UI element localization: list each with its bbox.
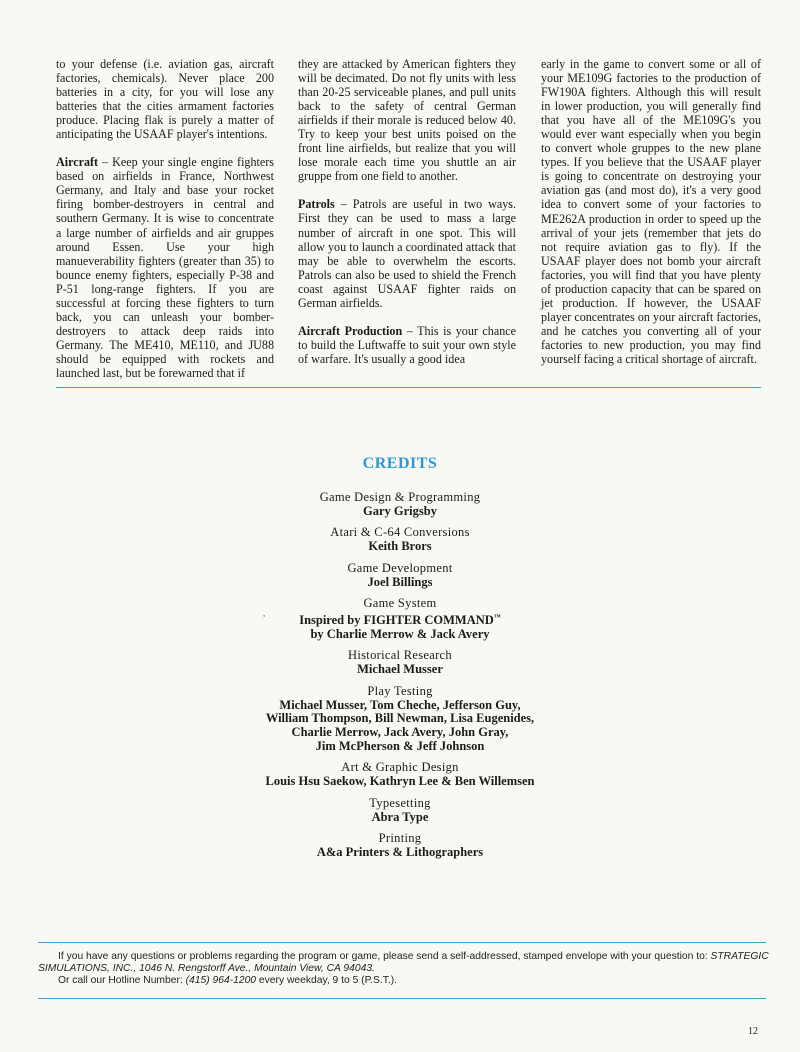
top-divider xyxy=(56,387,761,388)
credit-role: Art & Graphic Design xyxy=(341,760,459,775)
footer-text: Or call our Hotline Number: xyxy=(58,975,186,987)
credit-name: A&a Printers & Lithographers xyxy=(316,844,484,859)
credits-section xyxy=(0,455,800,868)
credit-role: Printing xyxy=(378,831,422,846)
credit-name: Michael Musser xyxy=(357,662,443,677)
col2-paragraph-continued: they are attacked by American fighters they will be decimated. Do not fly units with less than 20-25 serviceable planes, and pull units back to the safety of central German airfields if their morale is reduced below 40. Try to keep your best units poised on the front line airfields, but realize that you will lose morale each time you shuttle an air gruppe from one field to another. xyxy=(298,57,516,184)
col2-paragraph-production xyxy=(298,324,516,366)
credit-printing xyxy=(0,832,800,859)
credit-name: Gary Grigsby xyxy=(363,503,437,518)
col3-paragraph: early in the game to convert some or all of your ME109G factories to the production of FW190A fighters. Although this will result in lower production, you will generally find that you have all of the ME109G's you would ever want especially when you begin to convert whole gruppes to the new plane types. If you believe that the USAAF player is going to concentrate on destroying your aviation gas (and most do), it's a very good idea to convert some of your factories to ME262A production in order to speed up the arrival of your jets (remember that jets do not require aviation gas to fly). If the USAAF player does not bomb your aircraft factories, you will find that you have plenty of production capacity that can be spared on jet production. If however, the USAAF player concentrates on your aircraft factories, and he catches you converting all of your factories to new production, you may find yourself facing a critical shortage of aircraft. xyxy=(541,57,761,366)
credit-name: Abra Type xyxy=(371,809,429,824)
production-body: – This is your chance to build the Luftwaffe to suit your own style of warfare. It's usually a good idea xyxy=(298,323,516,366)
credit-role: Atari & C-64 Conversions xyxy=(330,525,470,540)
footer-text: If you have any questions or problems regarding the program or game, please send a self-addressed, stamped envelope with your question to: xyxy=(58,951,711,962)
aircraft-heading: Aircraft xyxy=(56,155,99,170)
trademark-symbol: ™ xyxy=(493,612,501,621)
col1-paragraph-aircraft xyxy=(56,155,274,380)
footer-bottom-divider xyxy=(38,998,766,999)
credit-development xyxy=(0,562,800,589)
production-heading: Aircraft Production xyxy=(298,323,403,338)
credit-role: Game Design & Programming xyxy=(319,490,481,504)
credit-play-testing xyxy=(0,685,800,754)
column-1 xyxy=(56,57,274,394)
hotline-number: (415) 964-1200 xyxy=(185,975,257,987)
col2-paragraph-patrols xyxy=(298,197,516,309)
credit-role: Typesetting xyxy=(369,795,431,810)
footer-top-divider xyxy=(38,942,766,943)
credit-role: Historical Research xyxy=(348,648,452,663)
footer-line-1 xyxy=(38,951,778,975)
credit-role: Game Development xyxy=(347,560,453,575)
credit-name-authors: by Charlie Merrow & Jack Avery xyxy=(310,626,490,641)
column-2 xyxy=(298,57,516,380)
patrols-heading: Patrols xyxy=(298,197,335,212)
credit-name: Keith Brors xyxy=(368,539,432,554)
credit-design xyxy=(0,491,800,518)
support-footer xyxy=(38,951,778,988)
credit-conversions xyxy=(0,526,800,553)
aircraft-body: – Keep your single engine fighters based on airfields in France, Northwest Germany, and Italy and base your rocket firing bomber-destroyers in central and southern Germany. It is wise to concentrate a large number of airfields and air gruppes around Essen. Use your high manueverability fighters (greater than 35) to bounce enemy fighters, especially P-38 and P-51 long-range fighters. If you are successful at forcing these fighters to turn back, you can unleash your bomber-destroyers to attack deep raids into Germany. The ME410, ME110, and JU88 should be equipped with rockets and launched last, but be forewarned that if xyxy=(56,155,274,380)
footer-text: every weekday, 9 to 5 (P.S.T.). xyxy=(256,975,398,987)
credit-role: Play Testing xyxy=(367,683,433,698)
credit-name xyxy=(0,611,800,628)
credit-typesetting xyxy=(0,797,800,824)
credit-name-inspired: Inspired by FIGHTER COMMAND xyxy=(299,613,494,628)
credit-name-line: Michael Musser, Tom Cheche, Jefferson Guy, xyxy=(279,697,521,712)
credits-title: CREDITS xyxy=(362,455,438,472)
credit-research xyxy=(0,649,800,676)
column-3 xyxy=(541,57,761,380)
patrols-body: – Patrols are useful in two ways. First they can be used to mass a large number of aircraft in one spot. This will allow you to launch a coordinated attack that may be able to overwhelm the escorts. Patrols can also be used to shield the French coast against USAAF fighter raids on German airfields. xyxy=(298,197,516,310)
credit-name-line: Charlie Merrow, Jack Avery, John Gray, xyxy=(291,725,509,739)
page-number: 12 xyxy=(748,1026,758,1037)
credit-game-system xyxy=(0,597,800,641)
stray-mark: , xyxy=(263,608,266,618)
credit-name: Joel Billings xyxy=(367,574,433,589)
footer-line-2 xyxy=(38,975,778,987)
credit-name-line: Jim McPherson & Jeff Johnson xyxy=(315,738,485,753)
col1-paragraph-flak: to your defense (i.e. aviation gas, aircraft factories, chemicals). Never place 200 batteries in a city, for you will lose any batteries that the cities armament factories produce. Placing flak is purely a matter of anticipating the USAAF player's intentions. xyxy=(56,57,274,142)
credit-art xyxy=(0,761,800,788)
credit-name-line: William Thompson, Bill Newman, Lisa Eugenides, xyxy=(265,711,535,726)
company-address: STRATEGIC SIMULATIONS, INC., 1046 N. Rengstorff Ave., Mountain View, CA 94043. xyxy=(38,951,769,975)
credit-role: Game System xyxy=(363,596,437,611)
credit-name: Louis Hsu Saekow, Kathryn Lee & Ben Willemsen xyxy=(265,774,535,789)
